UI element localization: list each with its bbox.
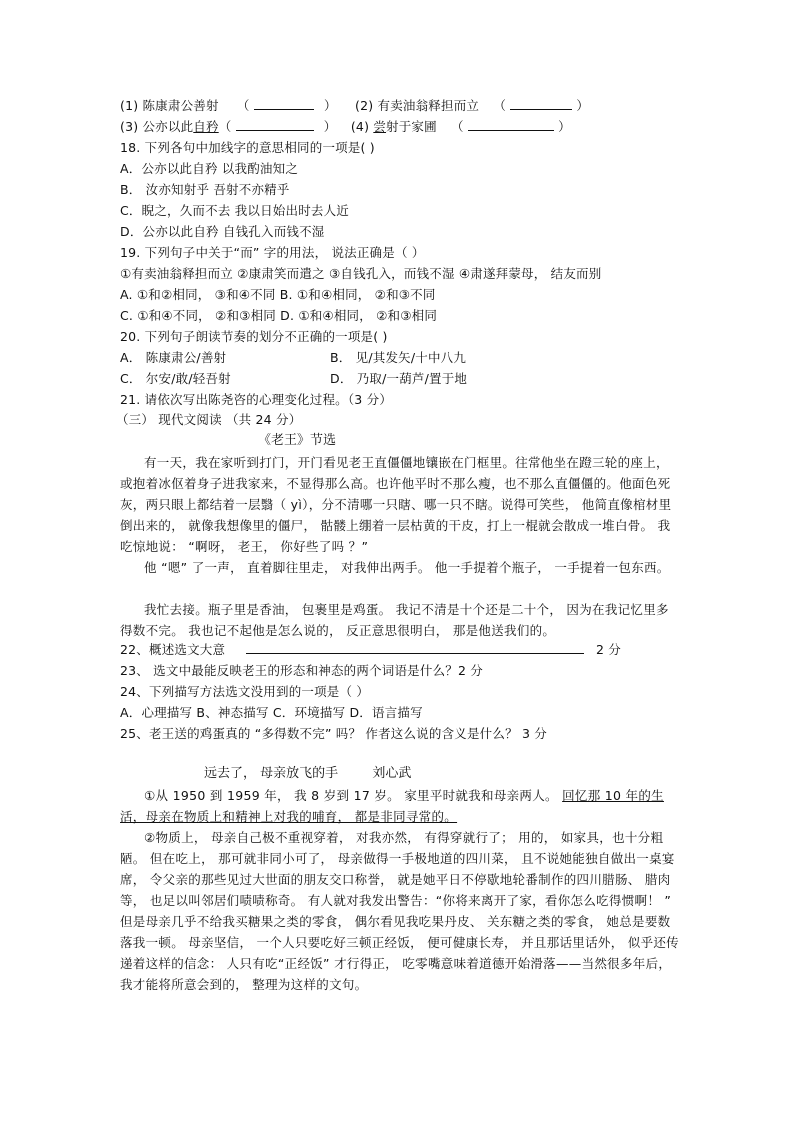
q19-options-ab[interactable]: A. ①和②相同， ③和④不同 B. ①和④相同， ②和③不同 — [120, 287, 436, 302]
q23-stem: 23、 选文中最能反映老王的形态和神态的两个词语是什么？2 分 — [120, 663, 484, 678]
answer-blank-3[interactable] — [236, 117, 314, 131]
answer-blank-2[interactable] — [510, 96, 572, 110]
passage-2-paragraph-2: ②物质上， 母亲自己极不重视穿着， 对我亦然， 有得穿就行了； 用的， 如家具，也十分粗陋。 但在吃上， 那可就非同小可了， 母亲做得一手极地道的四川菜， 且不说她能独自做出一桌宴席， 令父亲的那些见过大世面的朋友交口称誉， 就是她平日不停歇地轮番制作的四川腊肠、 腊肉等， 也足以叫邻居们啧啧称奇。 有人就对我发出警告：“你将来离开了家，看你怎么吃得惯啊！ ” 但是母亲几乎不给我买糖果之类的零食， 偶尔看见我吃果丹皮、 关东糖之类的零食， 她总是要数落我一顿。 母亲坚信， 一个人只要吃好三顿正经饭， 便可健康长寿， 并且那话里话外， 似乎还传递着这样的信念： 人只有吃“正经饭” 才行得正， 吃零嘴意味着道德开始滑落——当然很多年后， 我才能将所意会到的， 整理为这样的文句。 — [120, 830, 679, 992]
q18-stem: 18. 下列各句中加线字的意思相同的一项是( ) — [120, 140, 375, 155]
q18-option-c[interactable]: C．睨之，久而不去 我以日始出时去人近 — [120, 203, 350, 218]
passage-1-paragraph-2: 他 “嗯” 了一声， 直着脚往里走， 对我伸出两手。 他一手提着个瓶子， 一手提着一包东西。 — [144, 560, 670, 575]
q19-stem: 19. 下列句子中关于“而” 字的用法， 说法正确是（ ） — [120, 245, 425, 260]
q18-option-d[interactable]: D．公亦以此自矜 自钱孔入而钱不湿 — [120, 224, 325, 239]
passage-1-paragraph-1: 有一天，我在家听到打门，开门看见老王直僵僵地镶嵌在门框里。往常他坐在蹬三轮的座上，或抱着冰伛着身子进我家来，不显得那么高。也许他平时不那么瘦，也不那么直僵僵的。他面色死灰，两只眼上都结着一层翳（ yì），分不清哪一只瞎、哪一只不瞎。说得可笑些， 他简直像棺材里倒出来的， 就像我想像里的僵尸， 骷髅上绷着一层枯黄的干皮，打上一棍就会散成一堆白骨。 我吃惊地说： “啊呀， 老王， 你好些了吗 ？” — [120, 455, 672, 554]
item-3-underlined: 自矜 — [193, 119, 219, 134]
passage-2-title-row — [204, 764, 411, 784]
q22-stem: 22、概述选文大意 — [120, 642, 226, 657]
fill-row-1: (1) 陈康肃公善射 （ ） (2) 有卖油翁释担而立 （ ） — [120, 98, 590, 113]
q24-options[interactable]: A．心理描写 B、神态描写 C．环境描写 D．语言描写 — [120, 705, 423, 720]
passage-2-title: 远去了， 母亲放飞的手 — [204, 766, 339, 781]
passage-2-paragraph-1: ①从 1950 到 1959 年， 我 8 岁到 17 岁。 家里平时就我和母亲两人。 回忆那 10 年的生活，母亲在物质上和精神上对我的哺育， 都是非同寻常的。 — [120, 788, 664, 824]
q22-answer-line[interactable] — [246, 640, 584, 654]
passage-2-author: 刘心武 — [372, 766, 412, 781]
q22-row — [120, 640, 621, 660]
item-1-text: (1) 陈康肃公善射 — [120, 98, 219, 113]
passage-2-underlined-sentence: 回忆那 10 年的生活，母亲在物质上和精神上对我的哺育， 都是非同寻常的。 — [120, 788, 664, 824]
item-2-text: (2) 有卖油翁释担而立 — [355, 98, 480, 113]
answer-blank-4[interactable] — [468, 117, 554, 131]
item-4-underlined: 尝 — [373, 119, 387, 134]
q24-stem: 24、下列描写方法选文没用到的一项是（ ） — [120, 684, 370, 699]
section-3-heading: （三） 现代文阅读 （共 24 分） — [116, 412, 302, 427]
q20-stem: 20. 下列句子朗读节奏的划分不正确的一项是( ) — [120, 329, 388, 344]
q20-option-c[interactable]: C． 尔安/敢/轻吾射 — [120, 371, 231, 386]
q20-option-a[interactable]: A． 陈康肃公/善射 — [120, 350, 227, 365]
q22-score: 2 分 — [595, 642, 621, 657]
answer-blank-1[interactable] — [254, 96, 314, 110]
q20-option-b[interactable]: B． 见/其发矢/十中八九 — [330, 350, 467, 365]
fill-row-2: (3) 公亦以此自矜（ ） (4) 尝射于家圃 （ ） — [120, 119, 571, 134]
q25-stem: 25、老王送的鸡蛋真的 “多得数不完” 吗？ 作者这么说的含义是什么？ 3 分 — [120, 726, 547, 741]
q18-option-b[interactable]: B． 汝亦知射乎 吾射不亦精乎 — [120, 182, 290, 197]
q21-stem: 21. 请依次写出陈尧咨的心理变化过程。（3 分） — [120, 392, 393, 407]
passage-1-title: 《老王》节选 — [258, 433, 337, 448]
q19-options-cd[interactable]: C. ①和④不同， ②和③相同 D. ①和④相同， ②和③相同 — [120, 308, 438, 323]
q18-option-a[interactable]: A．公亦以此自矜 以我酌油知之 — [120, 161, 299, 176]
q20-option-d[interactable]: D． 乃取/一葫芦/置于地 — [330, 371, 468, 386]
passage-1-paragraph-3: 我忙去接。瓶子里是香油， 包裹里是鸡蛋。 我记不清是十个还是二十个， 因为在我记忆里多得数不完。 我也记不起他是怎么说的， 反正意思很明白， 那是他送我们的。 — [120, 602, 669, 638]
q19-sentences: ①有卖油翁释担而立 ②康肃笑而遣之 ③自钱孔入，而钱不湿 ④肃遂拜蒙母， 结友而别 — [120, 266, 602, 281]
